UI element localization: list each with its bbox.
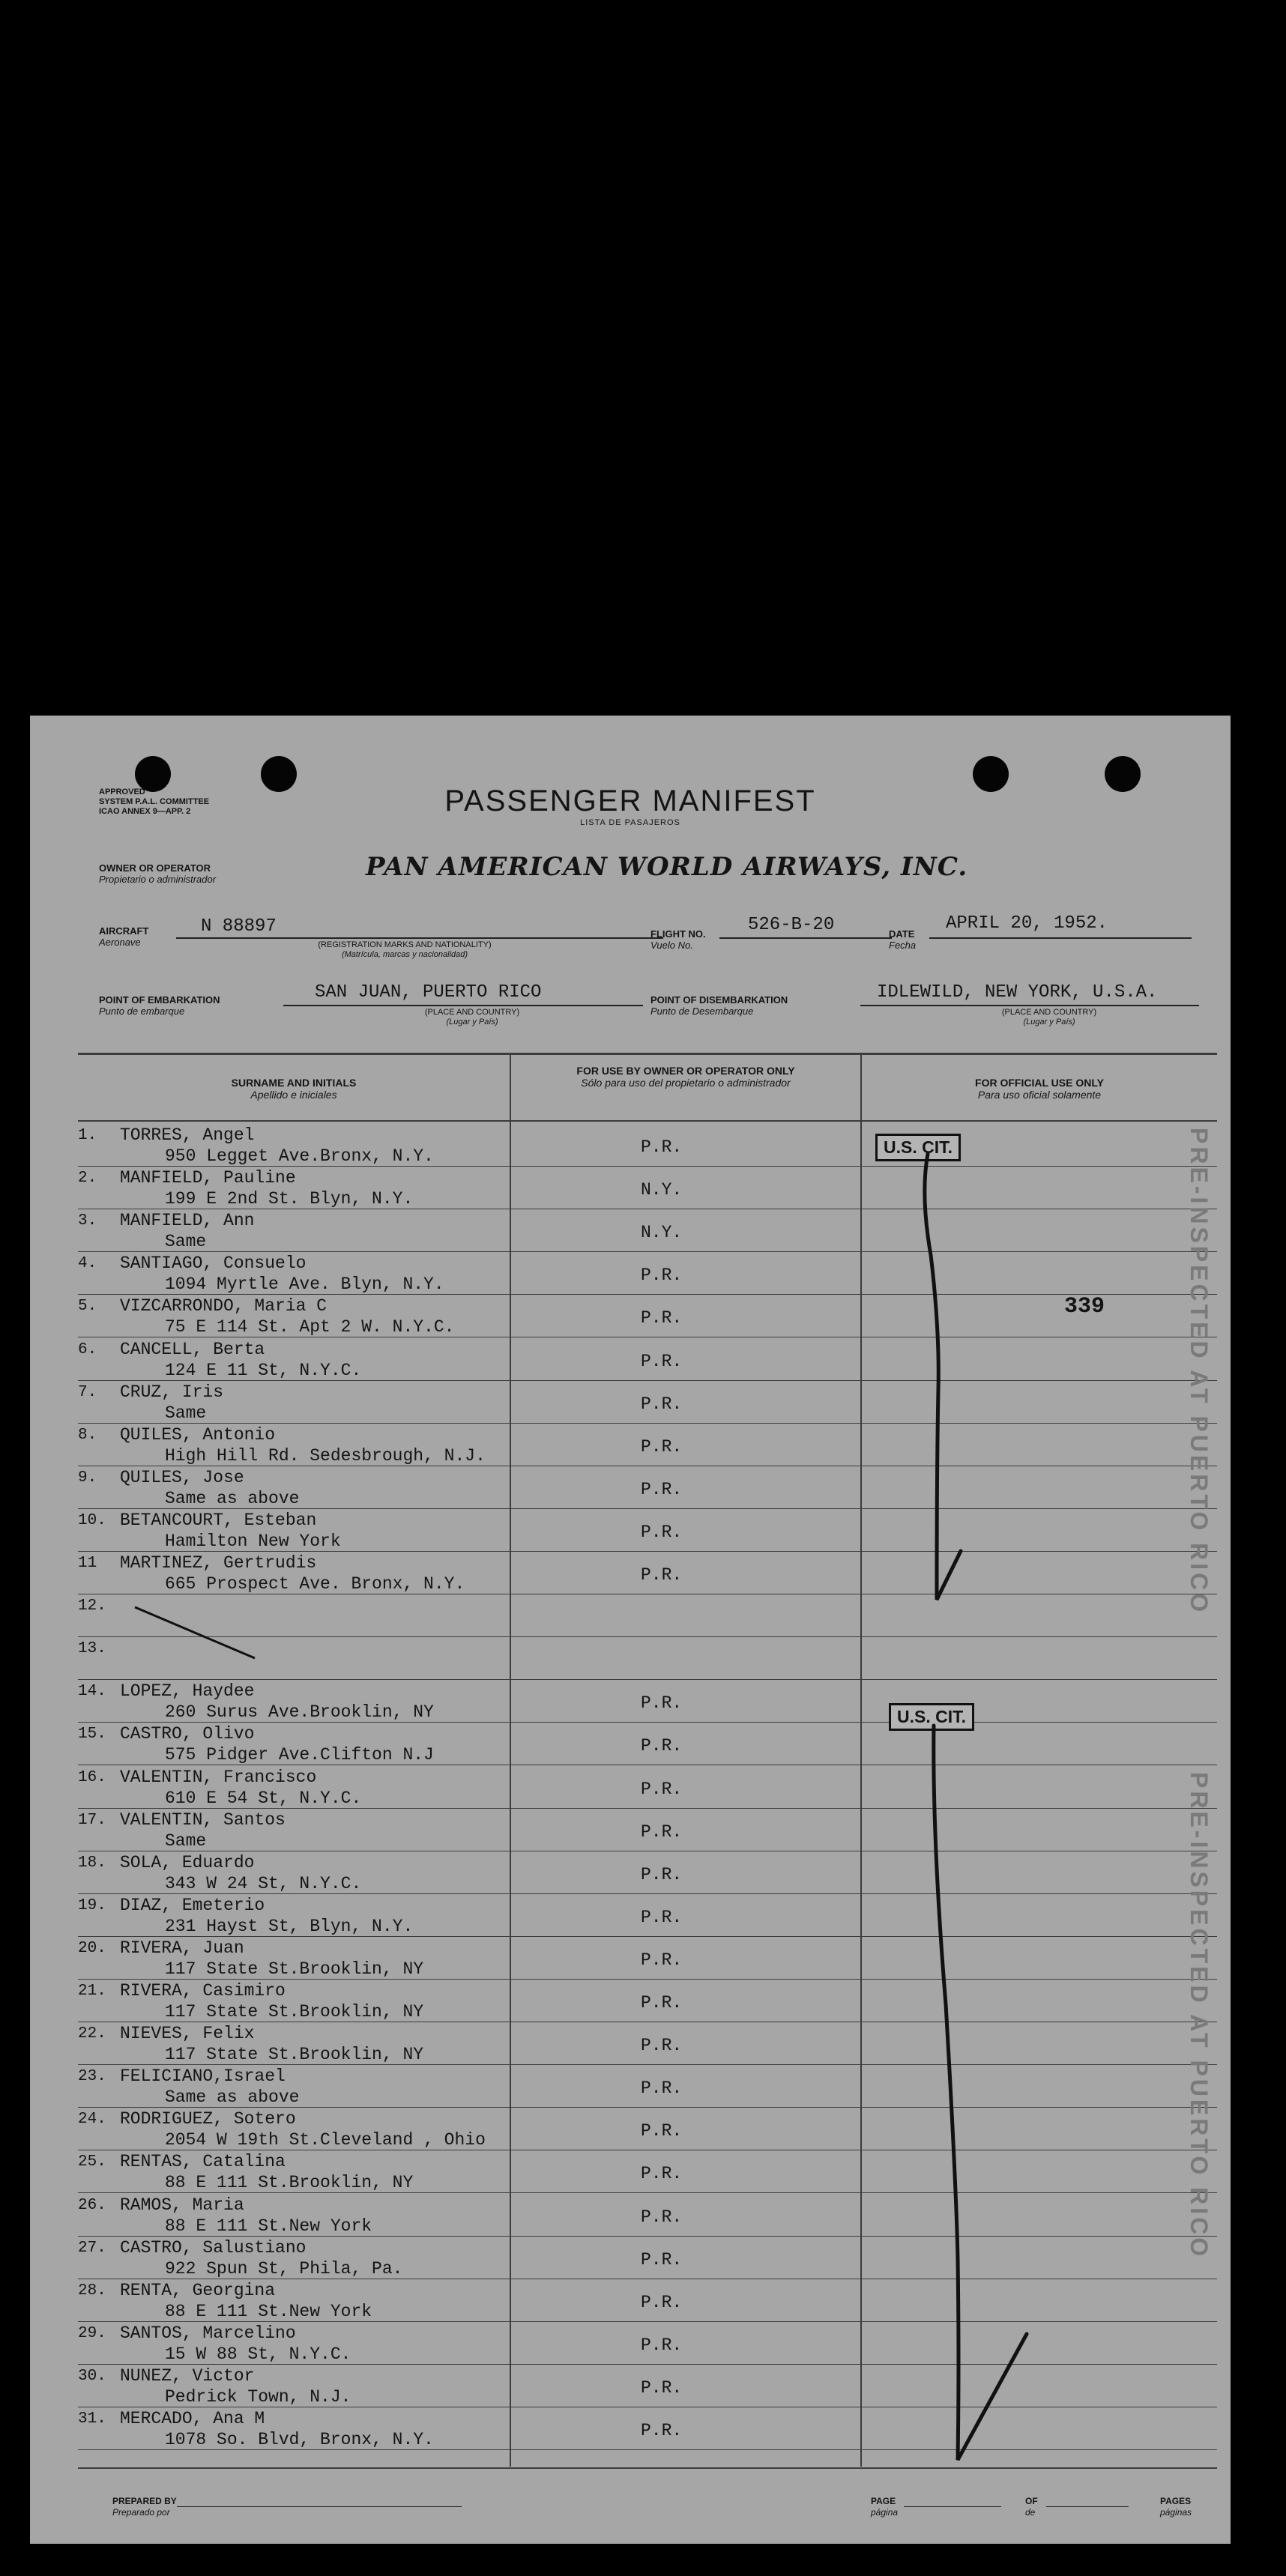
operator-code: P.R. — [641, 1864, 683, 1884]
row-number: 6. — [78, 1340, 97, 1358]
row-number: 17. — [78, 1811, 106, 1829]
passenger-name: MERCADO, Ana M — [120, 2409, 265, 2428]
row-number: 28. — [78, 2282, 106, 2300]
operator-code: P.R. — [641, 1565, 683, 1585]
page-subtitle: LISTA DE PASAJEROS — [580, 818, 680, 827]
table-row — [30, 1594, 1231, 1637]
embarkation-caption: (PLACE AND COUNTRY) (Lugar y País) — [424, 1008, 520, 1027]
passenger-address: 15 W 88 St, N.Y.C. — [165, 2344, 351, 2364]
table-row — [30, 2322, 1231, 2365]
passenger-address: 260 Surus Ave.Brooklin, NY — [165, 1702, 434, 1723]
aircraft-value: N 88897 — [201, 916, 277, 937]
count-mark: 339 — [1064, 1294, 1105, 1319]
table-row — [30, 2065, 1231, 2108]
table-row — [30, 1766, 1231, 1809]
table-row — [30, 1723, 1231, 1765]
operator-code: P.R. — [641, 1907, 683, 1927]
column-header-owner: FOR USE BY OWNER OR OPERATOR ONLY Sólo para uso del propietario o administrador — [576, 1065, 795, 1089]
operator-code: P.R. — [641, 1137, 683, 1157]
prepared-by-label: PREPARED BY Preparado por — [112, 2496, 177, 2518]
page-label: PAGE página — [871, 2496, 899, 2518]
column-header-official: FOR OFFICIAL USE ONLY Para uso oficial solamente — [975, 1077, 1104, 1101]
table-row — [30, 1466, 1231, 1509]
prepared-by-underline — [177, 2506, 462, 2507]
row-number: 5. — [78, 1298, 97, 1316]
passenger-name: MANFIELD, Pauline — [120, 1168, 296, 1188]
passenger-address: Same as above — [165, 2087, 300, 2108]
row-number: 11 — [78, 1555, 97, 1572]
passenger-address: Pedrick Town, N.J. — [165, 2386, 351, 2407]
passenger-name: SANTIAGO, Consuelo — [120, 1254, 307, 1274]
table-row — [30, 1894, 1231, 1937]
us-citizen-stamp: U.S. CIT. — [875, 1134, 961, 1161]
passenger-address: 1078 So. Blvd, Bronx, N.Y. — [165, 2430, 434, 2449]
table-row — [30, 1424, 1231, 1466]
date-label: DATE Fecha — [889, 928, 917, 951]
pre-inspected-stamp: PRE-INSPECTED AT PUERTO RICO — [1186, 1128, 1213, 1615]
row-number: 22. — [78, 2025, 106, 2043]
operator-code: P.R. — [641, 2292, 683, 2312]
row-number: 18. — [78, 1854, 106, 1872]
passenger-address: 665 Prospect Ave. Bronx, N.Y. — [165, 1574, 465, 1594]
table-row — [30, 1509, 1231, 1552]
passenger-address: 117 State St.Brooklin, NY — [165, 2002, 424, 2022]
table-header-rule — [78, 1120, 1217, 1122]
passenger-name: RIVERA, Casimiro — [120, 1981, 286, 2001]
passenger-name: CANCELL, Berta — [120, 1339, 265, 1359]
table-row — [30, 1252, 1231, 1295]
operator-code: P.R. — [641, 1308, 683, 1328]
passenger-name: SOLA, Eduardo — [120, 1852, 255, 1872]
of-label: OF de — [1025, 2496, 1038, 2518]
pre-inspected-stamp: PRE-INSPECTED AT PUERTO RICO — [1186, 1772, 1213, 2260]
page-title: PASSENGER MANIFEST — [444, 784, 816, 817]
passenger-name: CASTRO, Salustiano — [120, 2237, 307, 2258]
passenger-name: SANTOS, Marcelino — [120, 2323, 296, 2343]
row-number: 16. — [78, 1768, 106, 1786]
row-number: 4. — [78, 1255, 97, 1273]
passenger-address: 922 Spun St, Phila, Pa. — [165, 2258, 403, 2279]
table-row — [30, 2150, 1231, 2193]
row-number: 3. — [78, 1212, 97, 1230]
operator-code: P.R. — [641, 1394, 683, 1414]
row-number: 30. — [78, 2367, 106, 2385]
owner-value: PAN AMERICAN WORLD AIRWAYS, INC. — [366, 852, 968, 882]
table-row — [30, 2279, 1231, 2322]
footer-rule — [78, 2467, 1217, 2469]
passenger-name: FELICIANO,Israel — [120, 2066, 286, 2087]
row-number: 12. — [78, 1597, 106, 1615]
operator-code: P.R. — [641, 2078, 683, 2099]
operator-code: P.R. — [641, 1266, 683, 1286]
passenger-address: Same — [165, 1403, 207, 1423]
passenger-address: 2054 W 19th St.Cleveland , Ohio — [165, 2130, 486, 2150]
row-number: 10. — [78, 1511, 106, 1529]
passenger-name: CRUZ, Iris — [120, 1382, 224, 1402]
row-number: 25. — [78, 2153, 106, 2171]
embarkation-label: POINT OF EMBARKATION Punto de embarque — [99, 994, 220, 1017]
passenger-name: CASTRO, Olivo — [120, 1724, 255, 1744]
passenger-name: RODRIGUEZ, Sotero — [120, 2109, 296, 2129]
passenger-name: RENTA, Georgina — [120, 2280, 276, 2300]
embarkation-value: SAN JUAN, PUERTO RICO — [315, 982, 542, 1003]
table-row — [30, 1809, 1231, 1851]
table-row — [30, 1637, 1231, 1680]
aircraft-label: AIRCRAFT Aeronave — [99, 925, 149, 948]
owner-label: OWNER OR OPERATOR Propietario o administrador — [99, 862, 217, 885]
flight-underline — [719, 937, 892, 939]
row-number: 8. — [78, 1426, 97, 1444]
approval-line: ICAO ANNEX 9—APP. 2 — [99, 807, 191, 816]
table-row — [30, 1381, 1231, 1424]
row-number: 1. — [78, 1127, 97, 1144]
passenger-name: MARTINEZ, Gertrudis — [120, 1553, 317, 1573]
operator-code: P.R. — [641, 1351, 683, 1371]
row-number: 26. — [78, 2196, 106, 2214]
operator-code: P.R. — [641, 1821, 683, 1842]
passenger-address: 124 E 11 St, N.Y.C. — [165, 1360, 362, 1380]
operator-code: P.R. — [641, 2421, 683, 2440]
row-number: 21. — [78, 1983, 106, 2000]
passenger-address: 117 State St.Brooklin, NY — [165, 1959, 424, 1979]
of-underline — [1046, 2506, 1129, 2507]
passenger-address: 88 E 111 St.New York — [165, 2216, 372, 2236]
manifest-page — [30, 716, 1231, 2544]
table-row — [30, 2022, 1231, 2065]
row-number: 2. — [78, 1170, 97, 1188]
passenger-name: QUILES, Antonio — [120, 1424, 276, 1445]
disembarkation-caption: (PLACE AND COUNTRY) (Lugar y País) — [1001, 1008, 1097, 1027]
operator-code: P.R. — [641, 2036, 683, 2056]
operator-code: P.R. — [641, 2377, 683, 2398]
operator-code: P.R. — [641, 1522, 683, 1542]
table-top-rule — [78, 1053, 1217, 1055]
table-row — [30, 1167, 1231, 1209]
column-header-names: SURNAME AND INITIALS Apellido e iniciales — [231, 1077, 357, 1101]
passenger-name: RAMOS, Maria — [120, 2195, 244, 2215]
table-row — [30, 2407, 1231, 2450]
operator-code: P.R. — [641, 2335, 683, 2355]
passenger-name: NUNEZ, Victor — [120, 2365, 255, 2386]
passenger-name: NIEVES, Felix — [120, 2024, 255, 2044]
operator-code: P.R. — [641, 1950, 683, 1970]
table-row — [30, 1124, 1231, 1167]
passenger-address: Same — [165, 1830, 207, 1851]
passenger-address: 88 E 111 St.New York — [165, 2301, 372, 2321]
row-number: 7. — [78, 1383, 97, 1401]
row-number: 29. — [78, 2324, 106, 2342]
passenger-address: Hamilton New York — [165, 1531, 341, 1551]
operator-code: N.Y. — [641, 1223, 683, 1243]
table-row — [30, 2108, 1231, 2150]
date-value: APRIL 20, 1952. — [946, 913, 1108, 934]
passenger-address: High Hill Rd. Sedesbrough, N.J. — [165, 1445, 486, 1466]
passenger-address: 343 W 24 St, N.Y.C. — [165, 1873, 362, 1893]
table-row — [30, 2237, 1231, 2279]
operator-code: P.R. — [641, 2249, 683, 2270]
row-number: 24. — [78, 2111, 106, 2129]
disembarkation-value: IDLEWILD, NEW YORK, U.S.A. — [877, 982, 1158, 1003]
passenger-name: TORRES, Angel — [120, 1125, 255, 1145]
table-row — [30, 1680, 1231, 1723]
approval-line: APPROVED — [99, 787, 145, 796]
passenger-name: MANFIELD, Ann — [120, 1211, 255, 1231]
aircraft-underline — [176, 937, 663, 939]
passenger-name: VALENTIN, Santos — [120, 1809, 286, 1830]
row-number: 15. — [78, 1726, 106, 1744]
passenger-address: 199 E 2nd St. Blyn, N.Y. — [165, 1189, 414, 1209]
table-row — [30, 1937, 1231, 1980]
flight-label: FLIGHT NO. Vuelo No. — [650, 928, 706, 951]
operator-code: N.Y. — [641, 1180, 683, 1200]
operator-code: P.R. — [641, 1779, 683, 1799]
operator-code: P.R. — [641, 2164, 683, 2184]
passenger-address: 117 State St.Brooklin, NY — [165, 2045, 424, 2065]
us-citizen-stamp: U.S. CIT. — [889, 1703, 974, 1731]
operator-code: P.R. — [641, 2121, 683, 2141]
row-number: 13. — [78, 1640, 106, 1658]
table-row — [30, 2194, 1231, 2237]
passenger-address: 610 E 54 St, N.Y.C. — [165, 1788, 362, 1808]
page-underline — [904, 2506, 1001, 2507]
operator-code: P.R. — [641, 1479, 683, 1499]
table-row — [30, 2365, 1231, 2407]
passenger-name: QUILES, Jose — [120, 1467, 244, 1487]
operator-code: P.R. — [641, 1693, 683, 1714]
passenger-address: Same as above — [165, 1488, 300, 1508]
passenger-name: RIVERA, Juan — [120, 1938, 244, 1958]
operator-code: P.R. — [641, 1436, 683, 1457]
table-row — [30, 1851, 1231, 1894]
passenger-address: Same — [165, 1232, 207, 1252]
passenger-address: 575 Pidger Ave.Clifton N.J — [165, 1745, 434, 1765]
flight-value: 526-B-20 — [748, 915, 835, 935]
table-row — [30, 1552, 1231, 1594]
approval-line: SYSTEM P.A.L. COMMITTEE — [99, 797, 210, 806]
passenger-name: RENTAS, Catalina — [120, 2152, 286, 2172]
row-number: 14. — [78, 1683, 106, 1701]
passenger-name: BETANCOURT, Esteban — [120, 1510, 317, 1530]
passenger-name: VIZCARRONDO, Maria C — [120, 1296, 327, 1316]
passenger-address: 231 Hayst St, Blyn, N.Y. — [165, 1916, 414, 1936]
operator-code: P.R. — [641, 1993, 683, 2013]
row-number: 19. — [78, 1896, 106, 1914]
passenger-name: LOPEZ, Haydee — [120, 1681, 255, 1702]
row-rule — [78, 2449, 1217, 2450]
disembarkation-underline — [860, 1005, 1199, 1006]
operator-code: P.R. — [641, 1736, 683, 1756]
row-number: 9. — [78, 1469, 97, 1487]
row-number: 20. — [78, 1939, 106, 1957]
embarkation-underline — [283, 1005, 643, 1006]
passenger-address: 88 E 111 St.Brooklin, NY — [165, 2173, 414, 2193]
disembarkation-label: POINT OF DISEMBARKATION Punto de Desembarque — [650, 994, 788, 1017]
row-number: 27. — [78, 2239, 106, 2257]
row-number: 23. — [78, 2068, 106, 2086]
table-row — [30, 1209, 1231, 1252]
aircraft-caption: (REGISTRATION MARKS AND NATIONALITY) (Matrícula, marcas y nacionalidad) — [318, 940, 492, 959]
table-row — [30, 1980, 1231, 2022]
table-row — [30, 1338, 1231, 1381]
passenger-address: 1094 Myrtle Ave. Blyn, N.Y. — [165, 1275, 444, 1295]
operator-code: P.R. — [641, 2207, 683, 2227]
row-number: 31. — [78, 2410, 106, 2428]
date-underline — [929, 937, 1192, 939]
passenger-address: 950 Legget Ave.Bronx, N.Y. — [165, 1146, 434, 1166]
table-row — [30, 1295, 1231, 1337]
passenger-name: VALENTIN, Francisco — [120, 1767, 317, 1787]
passenger-address: 75 E 114 St. Apt 2 W. N.Y.C. — [165, 1317, 455, 1337]
pages-label: PAGES páginas — [1160, 2496, 1192, 2518]
passenger-name: DIAZ, Emeterio — [120, 1895, 265, 1915]
